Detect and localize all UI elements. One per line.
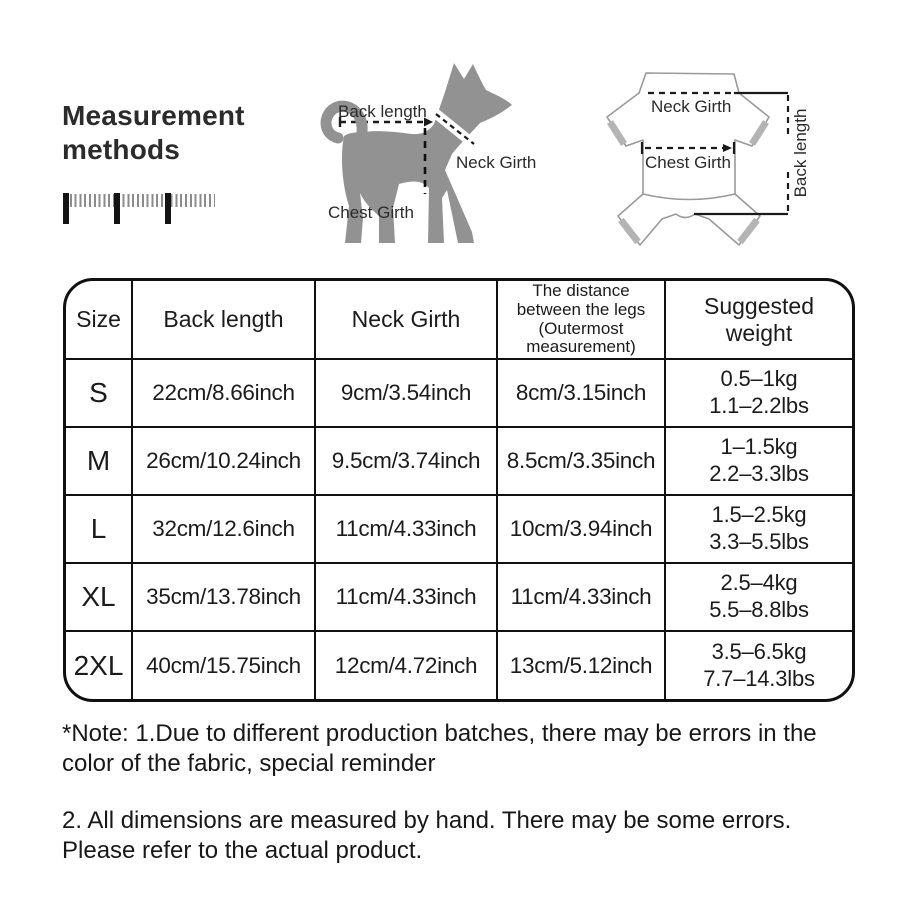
neck-girth-cell: 9cm/3.54inch: [315, 359, 497, 427]
back-length-cell: 26cm/10.24inch: [132, 427, 315, 495]
weight-kg: 2.5–4kg: [720, 570, 798, 596]
neck-girth-cell: 12cm/4.72inch: [315, 631, 497, 699]
weight-lbs: 3.3–5.5lbs: [709, 529, 809, 554]
dog-neck-girth-label: Neck Girth: [456, 153, 537, 172]
ruler-major-tick: [114, 193, 120, 224]
leg-distance-cell: 8cm/3.15inch: [497, 359, 665, 427]
size-table: [63, 278, 855, 702]
ruler-minor-ticks: [65, 194, 215, 207]
size-cell: XL: [66, 563, 132, 631]
col-header-back-length: Back length: [132, 281, 315, 359]
garment-neck-girth-label: Neck Girth: [651, 97, 732, 116]
weight-cell: [665, 495, 852, 563]
table-row-m: [66, 427, 852, 495]
header-line: Suggested: [704, 293, 814, 320]
weight-cell: [665, 563, 852, 631]
leg-distance-cell: 13cm/5.12inch: [497, 631, 665, 699]
weight-lbs: 2.2–3.3lbs: [709, 461, 809, 486]
neck-girth-cell: 11cm/4.33inch: [315, 563, 497, 631]
neck-girth-cell: 11cm/4.33inch: [315, 495, 497, 563]
leg-distance-cell: 10cm/3.94inch: [497, 495, 665, 563]
size-cell: 2XL: [66, 631, 132, 699]
garment-back-length-label: Back length: [791, 108, 810, 198]
weight-kg: 0.5–1kg: [720, 366, 798, 392]
page-title: Measurement methods: [62, 100, 245, 166]
ruler-major-tick: [165, 193, 171, 224]
dog-measurement-diagram: [308, 48, 570, 250]
size-cell: L: [66, 495, 132, 563]
back-length-cell: 22cm/8.66inch: [132, 359, 315, 427]
garment-chest-girth-label: Chest Girth: [645, 153, 731, 172]
weight-kg: 1.5–2.5kg: [711, 502, 807, 528]
neck-girth-cell: 9.5cm/3.74inch: [315, 427, 497, 495]
leg-distance-cell: 8.5cm/3.35inch: [497, 427, 665, 495]
weight-cell: [665, 427, 852, 495]
dog-back-length-label: Back length: [338, 102, 427, 121]
leg-distance-cell: 11cm/4.33inch: [497, 563, 665, 631]
weight-cell: [665, 631, 852, 699]
ruler-major-tick: [63, 193, 69, 224]
table-row-2xl: [66, 631, 852, 699]
note-1: *Note: 1.Due to different production batches, there may be errors in the color of the fabric, special reminder: [62, 720, 817, 778]
table-row-s: [66, 359, 852, 427]
weight-lbs: 1.1–2.2lbs: [709, 393, 809, 418]
notes-section: [62, 719, 864, 867]
weight-lbs: 7.7–14.3lbs: [703, 665, 815, 691]
size-cell: M: [66, 427, 132, 495]
table-row-xl: [66, 563, 852, 631]
weight-lbs: 5.5–8.8lbs: [709, 597, 809, 622]
table-header-row: [66, 281, 852, 359]
header-line: The distance: [532, 281, 630, 301]
size-cell: S: [66, 359, 132, 427]
col-header-neck-girth: Neck Girth: [315, 281, 497, 359]
weight-kg: 1–1.5kg: [720, 434, 798, 460]
header-line: measurement): [526, 337, 636, 357]
dog-chest-girth-label: Chest Girth: [328, 203, 414, 222]
weight-cell: [665, 359, 852, 427]
back-length-cell: 35cm/13.78inch: [132, 563, 315, 631]
back-length-cell: 40cm/15.75inch: [132, 631, 315, 699]
garment-measurement-diagram: [588, 45, 833, 257]
table-row-l: [66, 495, 852, 563]
col-header-leg-distance: [497, 281, 665, 359]
header-line: between the legs: [516, 299, 646, 319]
header-line: (Outermost: [538, 318, 624, 338]
note-2: 2. All dimensions are measured by hand. There may be some errors. Please refer to the actual product.: [62, 806, 792, 865]
header-line: weight: [725, 319, 793, 346]
ruler-icon: [63, 193, 215, 224]
col-header-suggested-weight: [665, 281, 852, 359]
back-length-cell: 32cm/12.6inch: [132, 495, 315, 563]
weight-kg: 3.5–6.5kg: [711, 638, 807, 664]
col-header-size: Size: [66, 281, 132, 359]
